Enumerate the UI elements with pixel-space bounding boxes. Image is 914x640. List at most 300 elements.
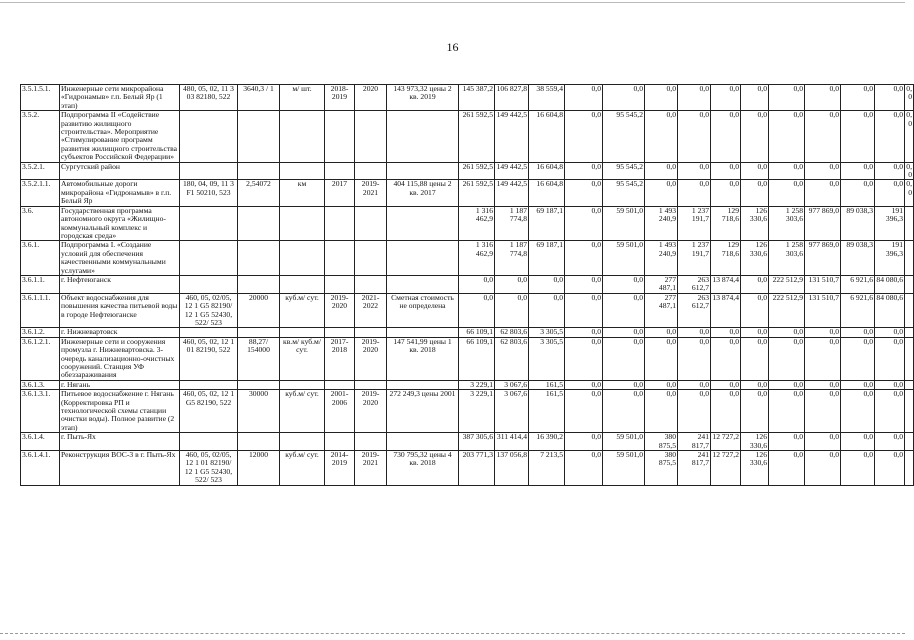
table-cell	[280, 162, 325, 180]
table-cell: 0,0	[741, 390, 769, 433]
table-cell: 2019-2021	[355, 451, 387, 486]
table-cell	[905, 206, 914, 241]
table-cell: 1 493 240,9	[645, 241, 678, 276]
table-cell	[355, 111, 387, 162]
table-cell: 0,0	[805, 433, 841, 451]
table-cell: 0,0	[645, 380, 678, 389]
table-cell: 0,0	[741, 162, 769, 180]
table-cell: 16 604,8	[529, 180, 565, 206]
table-cell: 59 501,0	[603, 433, 645, 451]
table-row	[21, 241, 914, 276]
table-cell	[387, 433, 459, 451]
table-cell: 0,0	[769, 433, 805, 451]
table-cell: 977 869,0	[805, 241, 841, 276]
table-cell	[280, 241, 325, 276]
table-cell: 0,0	[875, 85, 905, 111]
row-code-cell: 3.6.1.3.	[21, 380, 60, 389]
row-name-cell: Подпрограмма II «Содействие развитию жилищного строительства». Мероприятие «Стимулирование программ развития жилищного строительства субъектов Российской Федерации»	[60, 111, 180, 162]
table-cell: 161,5	[529, 380, 565, 389]
table-cell: 0,0	[841, 451, 875, 486]
table-cell: 1 316 462,9	[459, 241, 495, 276]
row-code-cell: 3.6.	[21, 206, 60, 241]
table-cell	[180, 206, 238, 241]
table-cell: 145 387,2	[459, 85, 495, 111]
table-cell: 3 305,5	[529, 337, 565, 380]
table-cell	[387, 206, 459, 241]
row-code-cell: 3.6.1.2.	[21, 328, 60, 337]
table-cell: 0,0	[769, 111, 805, 162]
table-cell	[180, 275, 238, 293]
table-cell: 0,0	[741, 111, 769, 162]
table-cell: 16 604,8	[529, 162, 565, 180]
table-cell: 66 109,1	[459, 328, 495, 337]
table-cell: 0,0	[711, 162, 741, 180]
program-table	[20, 84, 914, 486]
table-cell	[905, 380, 914, 389]
table-cell: 0,0	[565, 206, 603, 241]
table-row	[21, 180, 914, 206]
table-cell: 0,0	[678, 328, 711, 337]
table-cell: 0,0	[603, 390, 645, 433]
table-cell: 261 592,5	[459, 111, 495, 162]
table-cell: 3 067,6	[495, 390, 529, 433]
table-cell: 137 056,8	[495, 451, 529, 486]
table-cell	[355, 275, 387, 293]
table-cell: 62 803,6	[495, 337, 529, 380]
table-cell: 0,0	[645, 162, 678, 180]
table-cell	[325, 433, 355, 451]
table-cell	[238, 162, 280, 180]
table-cell: 126 330,6	[741, 433, 769, 451]
row-name-cell: Сургутский район	[60, 162, 180, 180]
table-cell: 88,27/ 154000	[238, 337, 280, 380]
row-name-cell: г. Нефтеюганск	[60, 275, 180, 293]
table-cell: 977 869,0	[805, 206, 841, 241]
table-cell: 1 237 191,7	[678, 206, 711, 241]
table-cell: 149 442,5	[495, 180, 529, 206]
table-cell: 2019-2020	[355, 390, 387, 433]
table-cell: 1 187 774,8	[495, 241, 529, 276]
table-cell: 69 187,1	[529, 241, 565, 276]
table-cell	[387, 162, 459, 180]
table-cell: 69 187,1	[529, 206, 565, 241]
table-row	[21, 275, 914, 293]
table-cell: 0,0	[529, 275, 565, 293]
table-cell: 0,0	[459, 293, 495, 328]
table-cell: 0,0	[875, 328, 905, 337]
table-cell: 2014-2019	[325, 451, 355, 486]
table-cell: 0,0	[769, 180, 805, 206]
bottom-scan-line	[0, 633, 905, 635]
table-cell: 3 229,1	[459, 380, 495, 389]
table-cell: 13 874,4	[711, 293, 741, 328]
table-cell: 2018-2019	[325, 85, 355, 111]
row-code-cell: 3.6.1.4.	[21, 433, 60, 451]
table-row	[21, 111, 914, 162]
table-cell: 0,0	[565, 451, 603, 486]
table-cell: 263 612,7	[678, 293, 711, 328]
table-cell: 2020	[355, 85, 387, 111]
row-code-cell: 3.6.1.3.1.	[21, 390, 60, 433]
table-cell: 0,0	[565, 85, 603, 111]
row-code-cell: 3.6.1.1.	[21, 275, 60, 293]
table-cell: 460, 05, 02/05, 12 1 G5 82190/ 12 1 G5 52430, 522/ 523	[180, 293, 238, 328]
table-cell: 30000	[238, 390, 280, 433]
table-cell: 0,0	[805, 380, 841, 389]
table-cell	[180, 111, 238, 162]
table-cell	[325, 162, 355, 180]
table-cell	[355, 241, 387, 276]
table-cell: 12 727,2	[711, 433, 741, 451]
table-cell: 1 316 462,9	[459, 206, 495, 241]
table-cell	[238, 206, 280, 241]
table-cell: 0,0	[603, 328, 645, 337]
table-cell: 131 510,7	[805, 275, 841, 293]
table-cell: 0,0	[841, 162, 875, 180]
row-code-cell: 3.6.1.4.1.	[21, 451, 60, 486]
table-cell: 129 718,6	[711, 241, 741, 276]
row-name-cell: Подпрограмма I. «Создание условий для обеспечения качественными коммунальными услугами»	[60, 241, 180, 276]
table-cell: 95 545,2	[603, 111, 645, 162]
table-body	[21, 85, 914, 486]
table-cell: кв.м/ куб.м/ сут.	[280, 337, 325, 380]
row-name-cell: Инженерные сети микрорайона «Гидронамыв» г.п. Белый Яр (1 этап)	[60, 85, 180, 111]
table-cell: 0,0	[741, 293, 769, 328]
table-cell: 0,0	[645, 390, 678, 433]
table-cell: 1 237 191,7	[678, 241, 711, 276]
table-cell	[280, 433, 325, 451]
table-cell: 16 604,8	[529, 111, 565, 162]
table-cell	[238, 275, 280, 293]
table-cell: 261 592,5	[459, 180, 495, 206]
table-cell: 460, 05, 02, 12 1 G5 82190, 522	[180, 390, 238, 433]
table-cell: 263 612,7	[678, 275, 711, 293]
table-cell: 404 115,88 цены 2 кв. 2017	[387, 180, 459, 206]
table-cell: 0,0	[711, 380, 741, 389]
table-cell: 0,0	[741, 328, 769, 337]
table-cell: 95 545,2	[603, 162, 645, 180]
table-cell: 59 501,0	[603, 451, 645, 486]
table-cell: 106 827,8	[495, 85, 529, 111]
table-cell: 0,0	[769, 451, 805, 486]
table-cell: 20000	[238, 293, 280, 328]
table-cell	[280, 328, 325, 337]
table-cell	[905, 293, 914, 328]
table-cell: 0,0	[603, 337, 645, 380]
table-cell: 0,0	[645, 85, 678, 111]
table-cell: 191 396,3	[875, 241, 905, 276]
table-cell	[905, 328, 914, 337]
table-cell: 2001-2006	[325, 390, 355, 433]
table-cell: 1 493 240,9	[645, 206, 678, 241]
row-name-cell: г. Нижневартовск	[60, 328, 180, 337]
table-cell: 149 442,5	[495, 162, 529, 180]
row-code-cell: 3.5.2.1.1.	[21, 180, 60, 206]
table-cell: 95 545,2	[603, 180, 645, 206]
row-code-cell: 3.6.1.2.1.	[21, 337, 60, 380]
table-cell: 0,0	[841, 328, 875, 337]
row-name-cell: Питьевое водоснабжение г. Нягань (Корректировка РП и технологической схемы станции очистки воды). Полное развитие (2 этап)	[60, 390, 180, 433]
table-cell: 3640,3 / 1	[238, 85, 280, 111]
row-name-cell: Реконструкция ВОС-3 в г. Пыть-Ях	[60, 451, 180, 486]
table-cell: 59 501,0	[603, 241, 645, 276]
table-cell: 0,0	[841, 85, 875, 111]
table-cell: 1 258 303,6	[769, 206, 805, 241]
table-cell: 0,0	[875, 111, 905, 162]
table-cell: 0,0	[769, 390, 805, 433]
table-cell: 0,0	[565, 390, 603, 433]
table-cell: 0,0	[769, 337, 805, 380]
row-code-cell: 3.5.2.1.	[21, 162, 60, 180]
table-cell	[905, 241, 914, 276]
table-cell: 2,54072	[238, 180, 280, 206]
table-cell: 89 038,3	[841, 206, 875, 241]
table-cell: 126 330,6	[741, 206, 769, 241]
table-cell: 84 080,6	[875, 275, 905, 293]
table-cell: 16 390,2	[529, 433, 565, 451]
table-cell: 0,0	[678, 111, 711, 162]
table-cell: 3 305,5	[529, 328, 565, 337]
table-cell: 0,0	[769, 85, 805, 111]
table-cell: 0,0	[805, 111, 841, 162]
table-cell: 7 213,5	[529, 451, 565, 486]
table-cell: 0,0	[678, 180, 711, 206]
table-cell: 59 501,0	[603, 206, 645, 241]
table-cell: 0,0	[875, 380, 905, 389]
table-cell	[238, 111, 280, 162]
table-cell: 0,0	[565, 111, 603, 162]
table-cell	[180, 328, 238, 337]
table-cell: 6 921,6	[841, 275, 875, 293]
table-cell: 222 512,9	[769, 293, 805, 328]
row-code-cell: 3.5.1.5.1.	[21, 85, 60, 111]
table-cell: 387 305,6	[459, 433, 495, 451]
table-cell: 0,0	[603, 275, 645, 293]
table-cell: 241 817,7	[678, 451, 711, 486]
table-cell: 2021-2022	[355, 293, 387, 328]
table-cell	[355, 433, 387, 451]
table-cell: 0,0	[841, 390, 875, 433]
table-cell: 0,0	[841, 380, 875, 389]
table-cell: 241 817,7	[678, 433, 711, 451]
table-cell: 0,0	[875, 390, 905, 433]
table-cell: 0,0	[905, 85, 914, 111]
table-cell: 191 396,3	[875, 206, 905, 241]
table-cell: 0,0	[711, 337, 741, 380]
table-cell: 730 795,32 цены 4 кв. 2018	[387, 451, 459, 486]
table-cell	[387, 328, 459, 337]
table-row	[21, 206, 914, 241]
table-cell: 0,0	[529, 293, 565, 328]
table-cell: куб.м/ сут.	[280, 293, 325, 328]
table-cell: 380 875,5	[645, 451, 678, 486]
table-cell: 0,0	[565, 162, 603, 180]
table-cell: 0,0	[805, 337, 841, 380]
table-cell: 0,0	[459, 275, 495, 293]
table-cell	[387, 275, 459, 293]
table-row	[21, 162, 914, 180]
table-cell: Сметная стоимость не определена	[387, 293, 459, 328]
table-cell: 203 771,3	[459, 451, 495, 486]
table-cell: 0,0	[678, 390, 711, 433]
table-row	[21, 451, 914, 486]
table-cell: 0,0	[645, 328, 678, 337]
row-name-cell: Объект водоснабжения для повышения качества питьевой воды в городе Нефтеюганске	[60, 293, 180, 328]
table-cell: 0,0	[711, 180, 741, 206]
table-row	[21, 390, 914, 433]
table-cell: 0,0	[741, 337, 769, 380]
row-name-cell: Автомобильные дороги микрорайона «Гидронамыв» в г.п. Белый Яр	[60, 180, 180, 206]
table-cell: 62 803,6	[495, 328, 529, 337]
table-cell: 66 109,1	[459, 337, 495, 380]
table-cell: 0,0	[769, 380, 805, 389]
table-cell: 3 229,1	[459, 390, 495, 433]
table-cell: 0,0	[565, 433, 603, 451]
table-cell: 2019-2021	[355, 180, 387, 206]
table-cell: 161,5	[529, 390, 565, 433]
table-cell: 89 038,3	[841, 241, 875, 276]
table-cell: 0,0	[565, 293, 603, 328]
table-cell: 0,0	[565, 328, 603, 337]
table-cell: 2017-2018	[325, 337, 355, 380]
table-cell: 0,0	[805, 328, 841, 337]
table-cell: 0,0	[711, 328, 741, 337]
table-cell: 0,0	[495, 275, 529, 293]
table-cell	[238, 433, 280, 451]
table-cell: 0,0	[741, 85, 769, 111]
table-cell	[238, 328, 280, 337]
table-cell: 2019-2020	[355, 337, 387, 380]
table-cell: 0,0	[805, 390, 841, 433]
table-cell	[355, 328, 387, 337]
table-cell	[280, 275, 325, 293]
table-cell	[905, 433, 914, 451]
table-cell	[180, 241, 238, 276]
table-cell: куб.м/ сут.	[280, 390, 325, 433]
table-cell	[387, 241, 459, 276]
table-cell: 2017	[325, 180, 355, 206]
table-cell: м/ шт.	[280, 85, 325, 111]
table-cell: 0,0	[841, 433, 875, 451]
table-cell: 277 487,1	[645, 275, 678, 293]
table-cell: 0,0	[741, 380, 769, 389]
table-cell: 126 330,6	[741, 451, 769, 486]
table-cell: 12000	[238, 451, 280, 486]
table-cell: 311 414,4	[495, 433, 529, 451]
table-cell: 0,0	[645, 337, 678, 380]
table-cell: 380 875,5	[645, 433, 678, 451]
table-cell: 13 874,4	[711, 275, 741, 293]
table-cell: 460, 05, 02/05, 12 1 01 82190/ 12 1 G5 52430, 522/ 523	[180, 451, 238, 486]
table-cell: 0,0	[495, 293, 529, 328]
row-code-cell: 3.5.2.	[21, 111, 60, 162]
table-cell: 0,0	[805, 85, 841, 111]
table-cell: 2019-2020	[325, 293, 355, 328]
table-cell: 0,0	[805, 451, 841, 486]
table-cell: 0,0	[741, 275, 769, 293]
table-cell: 0,0	[565, 275, 603, 293]
table-cell: 0,0	[678, 162, 711, 180]
table-cell: 0,0	[565, 241, 603, 276]
table-cell: 0,0	[769, 162, 805, 180]
table-cell: 180, 04, 09, 11 3 F1 50210, 523	[180, 180, 238, 206]
table-cell	[355, 206, 387, 241]
table-cell: 38 559,4	[529, 85, 565, 111]
table-row	[21, 433, 914, 451]
row-name-cell: Государственная программа автономного округа «Жилищно-коммунальный комплекс и городская среда»	[60, 206, 180, 241]
table-cell: 0,0	[678, 85, 711, 111]
table-cell: 0,0	[841, 111, 875, 162]
table-cell: 0,0	[841, 337, 875, 380]
table-cell: 149 442,5	[495, 111, 529, 162]
table-cell: 0,0	[841, 180, 875, 206]
top-scan-line	[0, 2, 905, 3]
table-cell	[180, 433, 238, 451]
table-cell: 272 249,3 цены 2001	[387, 390, 459, 433]
table-cell: 0,0	[906, 161, 912, 180]
table-cell: км	[280, 180, 325, 206]
table-cell: 480, 05, 02, 11 3 03 82180, 522	[180, 85, 238, 111]
table-cell: 0,0	[645, 111, 678, 162]
table-cell: 12 727,2	[711, 451, 741, 486]
table-cell	[905, 451, 914, 486]
table-cell: 0,0	[875, 337, 905, 380]
table-cell	[280, 206, 325, 241]
table-cell	[325, 241, 355, 276]
table-cell: 0,0	[565, 380, 603, 389]
table-cell	[180, 162, 238, 180]
table-row	[21, 85, 914, 111]
table-cell: 1 258 303,6	[769, 241, 805, 276]
table-cell: 261 592,5	[459, 162, 495, 180]
table-cell: 0,0	[678, 337, 711, 380]
row-code-cell: 3.6.1.1.1.	[21, 293, 60, 328]
table-row	[21, 328, 914, 337]
table-cell: 0,0	[741, 180, 769, 206]
table-cell: 0,0	[805, 180, 841, 206]
table-cell	[325, 275, 355, 293]
table-cell	[355, 162, 387, 180]
table-cell	[238, 241, 280, 276]
table-cell	[325, 206, 355, 241]
table-cell: 6 921,6	[841, 293, 875, 328]
table-cell	[905, 390, 914, 433]
table-cell	[325, 111, 355, 162]
table-cell	[280, 111, 325, 162]
table-cell: 147 541,99 цены 1 кв. 2018	[387, 337, 459, 380]
table-cell: 131 510,7	[805, 293, 841, 328]
row-name-cell: г. Нягань	[60, 380, 180, 389]
table-cell: 0,0	[905, 111, 914, 162]
table-cell: 0,0	[603, 85, 645, 111]
row-name-cell: г. Пыть-Ях	[60, 433, 180, 451]
table-cell: 0,0	[678, 380, 711, 389]
table-cell: 0,0	[875, 433, 905, 451]
table-cell: 0,0	[603, 293, 645, 328]
table-cell: куб.м/ сут.	[280, 451, 325, 486]
table-cell: 0,0	[603, 380, 645, 389]
table-cell	[905, 275, 914, 293]
table-cell: 0,0	[565, 337, 603, 380]
table-cell: 0,0	[875, 451, 905, 486]
row-code-cell: 3.6.1.	[21, 241, 60, 276]
table-cell: 143 973,32 цены 2 кв. 2019	[387, 85, 459, 111]
table-row	[21, 337, 914, 380]
table-cell: 129 718,6	[711, 206, 741, 241]
table-cell: 0,0	[711, 390, 741, 433]
table-cell: 0,0	[805, 162, 841, 180]
table-cell	[905, 337, 914, 380]
